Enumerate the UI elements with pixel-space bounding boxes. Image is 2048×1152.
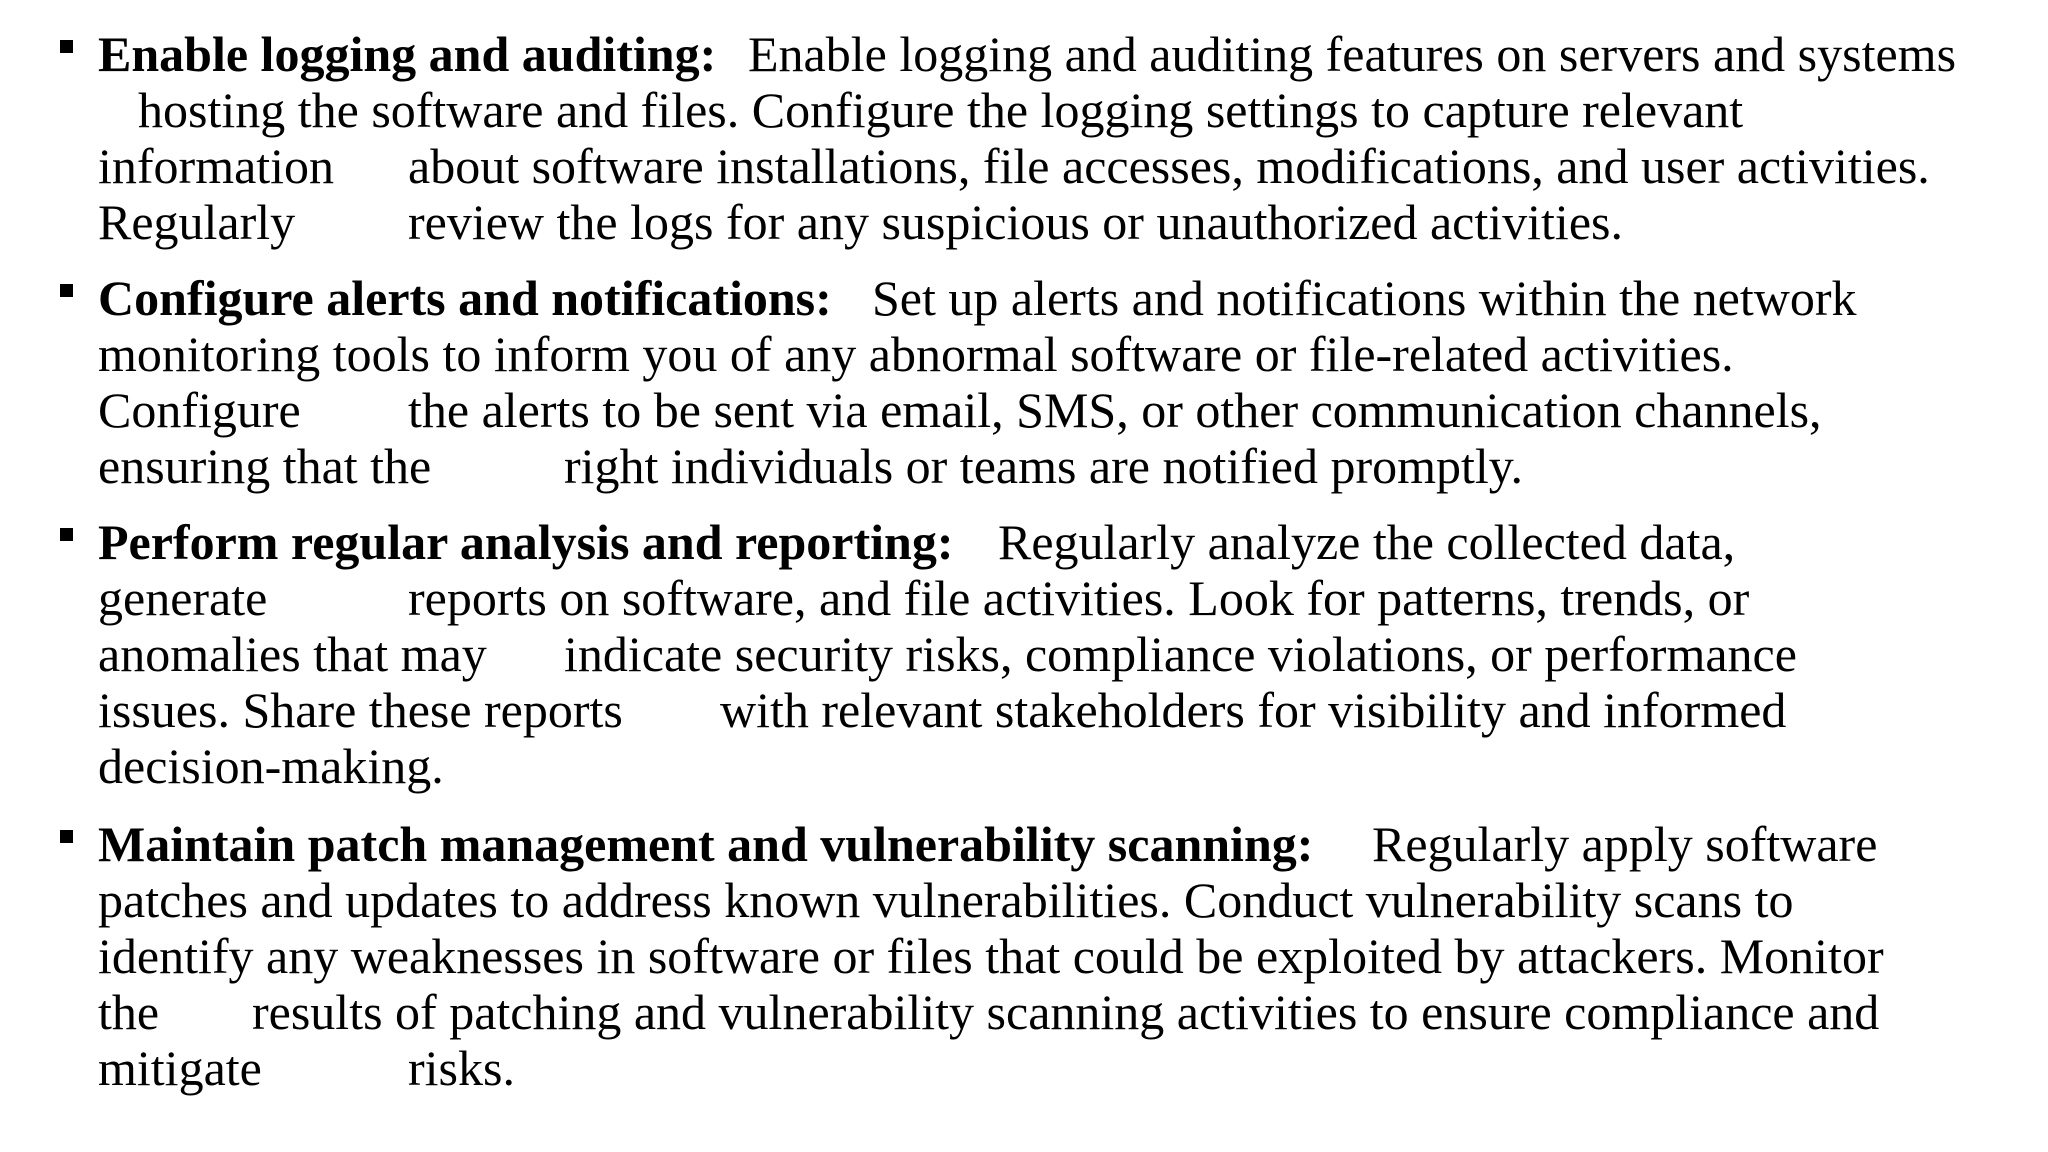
text-line xyxy=(0,82,1744,138)
bullet-text: anomalies that may xyxy=(98,626,487,682)
bullet-text: identify any weaknesses in software or files that could be exploited by attackers. Monitor xyxy=(98,928,1884,984)
bullet-text: issues. Share these reports xyxy=(98,682,623,738)
bullet-text: the xyxy=(98,984,160,1040)
bullet-heading: Enable logging and auditing: xyxy=(98,26,717,82)
text-line xyxy=(0,194,1623,250)
bullet-text: hosting the software and files. Configure the logging settings to capture relevant xyxy=(138,82,1744,138)
text-line xyxy=(0,626,1797,682)
bullet-text: risks. xyxy=(408,1040,515,1096)
bullet-text: ensuring that the xyxy=(98,438,432,494)
text-line xyxy=(0,382,1822,438)
text-line xyxy=(0,326,1734,382)
text-line xyxy=(0,1040,515,1096)
text-line xyxy=(0,682,1787,738)
bullet-text: with relevant stakeholders for visibility and informed xyxy=(720,682,1787,738)
bullet-text: Enable logging and auditing features on servers and systems xyxy=(748,26,1957,82)
bullet-text: generate xyxy=(98,570,268,626)
text-line xyxy=(0,438,1524,494)
text-line xyxy=(0,570,1750,626)
text-line xyxy=(0,738,444,794)
bullet-heading: Maintain patch management and vulnerability scanning: xyxy=(98,816,1314,872)
bullet-text: Regularly analyze the collected data, xyxy=(998,514,1736,570)
bullet-text: reports on software, and file activities. Look for patterns, trends, or xyxy=(408,570,1750,626)
text-line xyxy=(0,270,1857,326)
text-line xyxy=(0,928,1884,984)
bullet-text: Regularly apply software xyxy=(1372,816,1878,872)
bullet-heading: Perform regular analysis and reporting: xyxy=(98,514,954,570)
bullet-text: monitoring tools to inform you of any abnormal software or file-related activities. xyxy=(98,326,1734,382)
bullet-heading: Configure alerts and notifications: xyxy=(98,270,832,326)
bullet-text: patches and updates to address known vulnerabilities. Conduct vulnerability scans to xyxy=(98,872,1794,928)
text-line xyxy=(0,872,1794,928)
bullet-text: results of patching and vulnerability scanning activities to ensure compliance and xyxy=(252,984,1880,1040)
text-line xyxy=(0,514,1736,570)
bullet-text: review the logs for any suspicious or unauthorized activities. xyxy=(408,194,1623,250)
bullet-text: the alerts to be sent via email, SMS, or other communication channels, xyxy=(408,382,1822,438)
text-line xyxy=(0,138,1930,194)
bullet-text: Regularly xyxy=(98,194,296,250)
bullet-text: decision-making. xyxy=(98,738,444,794)
bullet-text: right individuals or teams are notified promptly. xyxy=(564,438,1524,494)
bullet-text: indicate security risks, compliance violations, or performance xyxy=(564,626,1797,682)
text-line xyxy=(0,26,1957,82)
bullet-text: information xyxy=(98,138,335,194)
bullet-text: mitigate xyxy=(98,1040,262,1096)
text-line xyxy=(0,816,1878,872)
bullet-text: Configure xyxy=(98,382,301,438)
text-line xyxy=(0,984,1880,1040)
bullet-text: Set up alerts and notifications within the network xyxy=(872,270,1857,326)
bullet-text: about software installations, file accesses, modifications, and user activities. xyxy=(408,138,1930,194)
